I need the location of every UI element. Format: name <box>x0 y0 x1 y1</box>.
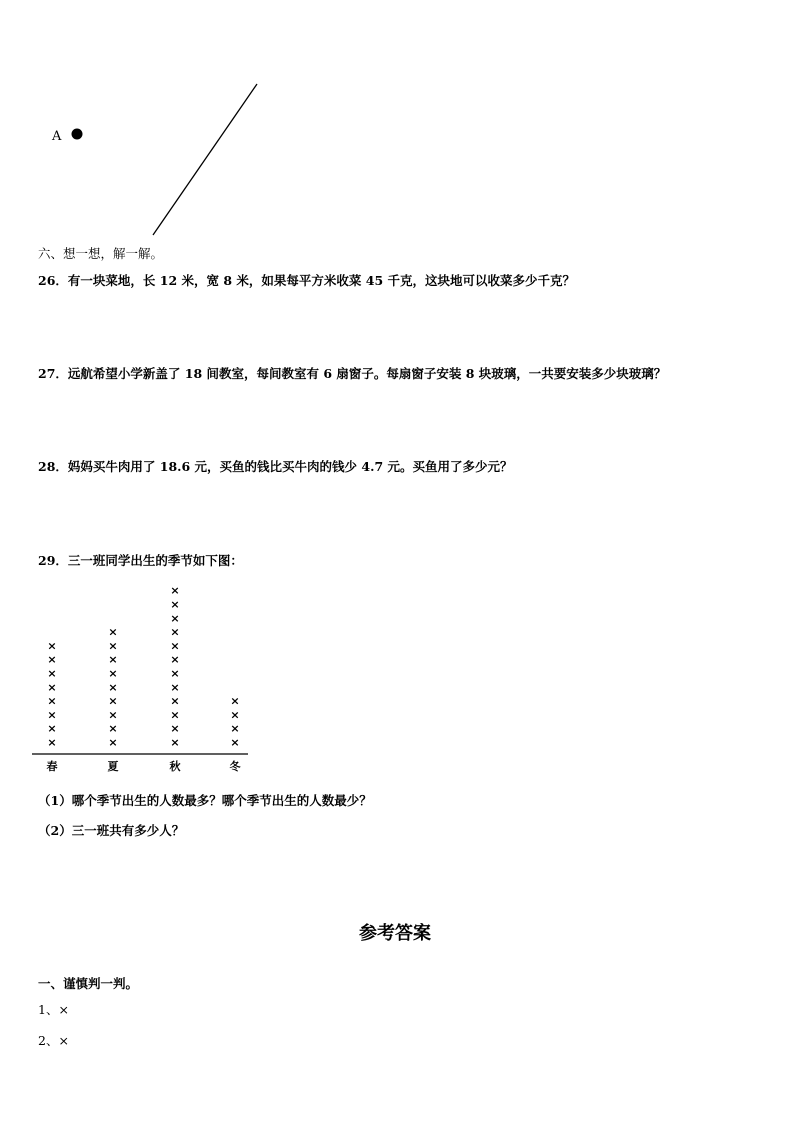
section-6-heading: 六、想一想，解一解。 <box>38 246 164 261</box>
question-28: 28．妈妈买牛肉用了 18.6 元，买鱼的钱比买牛肉的钱少 4.7 元。买鱼用了多少元？ <box>38 459 513 474</box>
pictograph-mark: × <box>170 736 180 749</box>
season-label: 春 <box>46 760 58 773</box>
answers-title: 参考答案 <box>359 923 431 944</box>
season-label: 冬 <box>229 760 241 773</box>
pictograph-mark: × <box>230 722 240 736</box>
answer-1: 1、× <box>38 1002 69 1017</box>
answers-section-1: 一、谨慎判一判。 <box>38 976 139 991</box>
pictograph-mark: × <box>108 708 118 722</box>
pictograph-mark: × <box>170 680 180 694</box>
pictograph-mark: × <box>47 722 57 736</box>
pictograph-mark: × <box>170 667 180 680</box>
point-a-dot <box>72 129 83 140</box>
pictograph-mark: × <box>47 694 57 708</box>
pictograph-mark: × <box>108 639 118 653</box>
pictograph-mark: × <box>47 639 57 653</box>
question-27: 27．远航希望小学新盖了 18 间教室，每间教室有 6 扇窗子。每扇窗子安装 8 块玻璃，一共要安装多少块玻璃？ <box>38 366 667 381</box>
pictograph-mark: × <box>170 598 180 611</box>
pictograph-mark: × <box>170 653 180 667</box>
pictograph-mark: × <box>230 736 240 749</box>
pictograph-mark: × <box>170 611 180 625</box>
pictograph-mark: × <box>108 722 118 736</box>
pictograph-mark: × <box>47 736 57 749</box>
geometry-figure <box>40 78 280 240</box>
pictograph-mark: × <box>170 584 180 598</box>
pictograph-mark: × <box>108 667 118 680</box>
pictograph-labels <box>47 759 242 773</box>
pictograph-mark: × <box>108 680 118 694</box>
pictograph-mark: × <box>108 694 118 708</box>
pictograph-mark: × <box>170 625 180 639</box>
pictograph-mark: × <box>108 653 118 667</box>
question-29-part-2: （2）三一班共有多少人？ <box>38 823 185 838</box>
season-label: 夏 <box>107 760 119 773</box>
question-29-part-1: （1）哪个季节出生的人数最多？哪个季节出生的人数最少？ <box>38 793 372 808</box>
pictograph-mark: × <box>170 722 180 736</box>
pictograph-mark: × <box>230 694 240 708</box>
question-26: 26．有一块菜地，长 12 米，宽 8 米，如果每平方米收菜 45 千克，这块地可以收菜多少千克？ <box>38 273 575 288</box>
pictograph-mark: × <box>47 653 57 667</box>
pictograph-mark: × <box>47 667 57 680</box>
pictograph-mark: × <box>170 694 180 708</box>
pictograph-mark: × <box>230 708 240 722</box>
pictograph-mark: × <box>47 708 57 722</box>
pictograph-mark: × <box>108 736 118 749</box>
point-a-label: A <box>52 129 62 144</box>
pictograph-mark: × <box>170 639 180 653</box>
season-label: 秋 <box>169 760 181 773</box>
slanted-line <box>153 84 257 235</box>
season-pictograph <box>30 580 260 780</box>
question-29: 29．三一班同学出生的季节如下图： <box>38 553 243 568</box>
answer-2: 2、× <box>38 1033 69 1048</box>
pictograph-mark: × <box>170 708 180 722</box>
pictograph-mark: × <box>108 625 118 639</box>
pictograph-mark: × <box>47 680 57 694</box>
pictograph-marks <box>47 584 239 749</box>
